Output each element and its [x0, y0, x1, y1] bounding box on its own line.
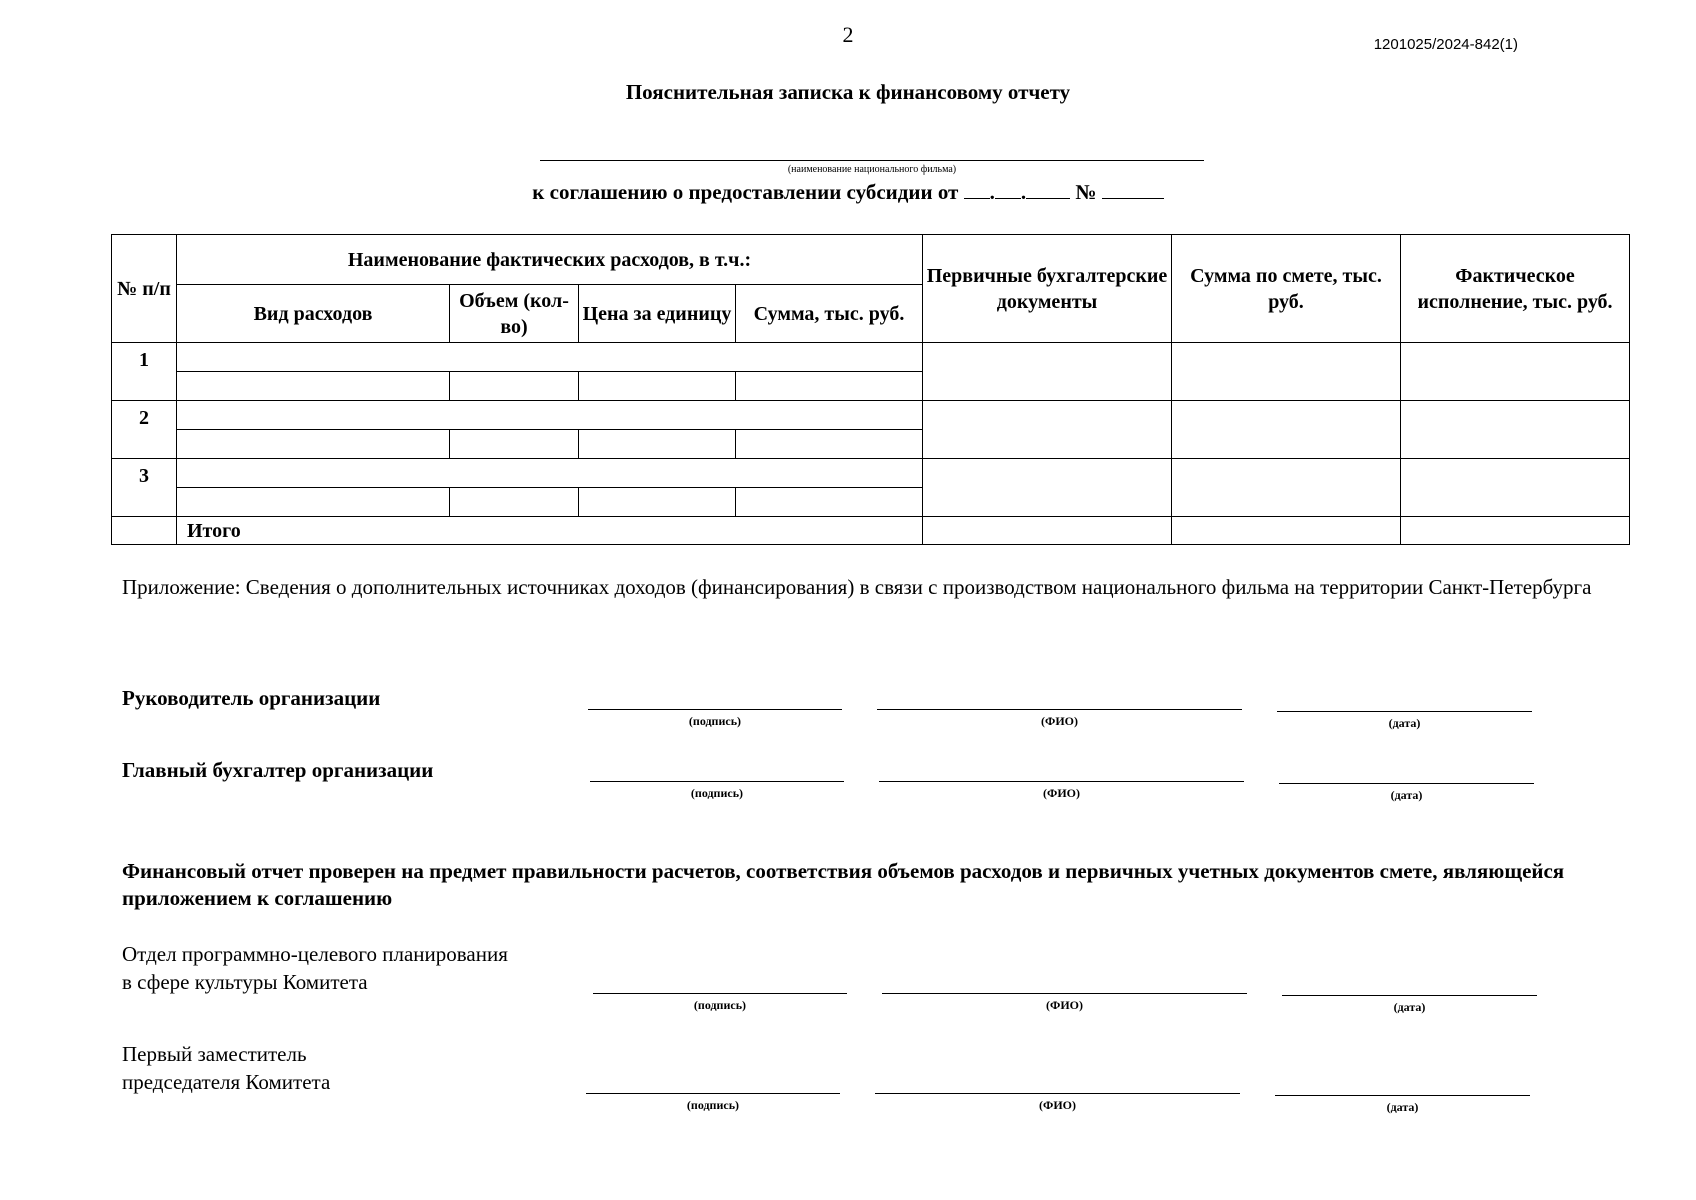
header-num: № п/п	[112, 235, 177, 343]
volume-cell	[450, 488, 579, 517]
agreement-year-blank	[1026, 180, 1070, 199]
agreement-line	[0, 180, 1696, 205]
estimate-sum-cell	[1172, 401, 1401, 459]
name-caption: (ФИО)	[1043, 786, 1080, 800]
page-number: 2	[842, 22, 854, 47]
header-estimate-sum: Сумма по смете, тыс. руб.	[1172, 235, 1401, 343]
date-line	[1277, 711, 1532, 712]
header-unit-price: Цена за единицу	[579, 285, 736, 343]
name-caption: (ФИО)	[1041, 714, 1078, 728]
sum-cell	[736, 488, 923, 517]
unit-price-cell	[579, 488, 736, 517]
agreement-month-blank	[995, 180, 1021, 199]
deputy-label-line1: Первый заместитель	[122, 1042, 307, 1066]
header-expense-type: Вид расходов	[177, 285, 450, 343]
header-expense-group: Наименование фактических расходов, в т.ч.:	[177, 235, 923, 285]
volume-cell	[450, 372, 579, 401]
accountant-label: Главный бухгалтер организации	[122, 758, 434, 782]
agreement-prefix: к соглашению о предоставлении субсидии от	[532, 180, 959, 204]
name-line	[879, 781, 1244, 782]
film-name-line	[540, 160, 1204, 161]
document-id: 1201025/2024-842(1)	[1373, 36, 1518, 53]
expense-name-cell	[177, 401, 923, 430]
estimate-sum-cell	[1172, 459, 1401, 517]
expense-name-cell	[177, 343, 923, 372]
signature-line	[593, 993, 847, 994]
department-label-line1: Отдел программно-целевого планирования	[122, 942, 508, 966]
header-primary-docs: Первичные бухгалтерские документы	[923, 235, 1172, 343]
date-caption: (дата)	[1386, 1100, 1419, 1114]
date-caption: (дата)	[1388, 716, 1421, 730]
header-actual: Фактическое исполнение, тыс. руб.	[1401, 235, 1630, 343]
total-primary-docs	[923, 517, 1172, 545]
sum-cell	[736, 372, 923, 401]
agreement-number-sign: №	[1075, 180, 1097, 204]
expense-type-cell	[177, 430, 450, 459]
total-estimate-sum	[1172, 517, 1401, 545]
expense-type-cell	[177, 372, 450, 401]
document-title: Пояснительная записка к финансовому отчету	[625, 80, 1071, 104]
agreement-number-blank	[1102, 180, 1164, 199]
expense-name-cell	[177, 459, 923, 488]
header-volume: Объем (кол-во)	[450, 285, 579, 343]
total-num-cell	[112, 517, 177, 545]
signature-line	[590, 781, 844, 782]
unit-price-cell	[579, 430, 736, 459]
volume-cell	[450, 430, 579, 459]
sum-cell	[736, 430, 923, 459]
date-line	[1282, 995, 1537, 996]
expense-type-cell	[177, 488, 450, 517]
signature-caption: (подпись)	[693, 998, 747, 1012]
checked-statement: Финансовый отчет проверен на предмет правильности расчетов, соответствия объемов расходов и первичных учетных документов смете, являющейся приложением к соглашению	[122, 859, 1565, 911]
agreement-date-sep: .	[1020, 180, 1027, 204]
signature-caption: (подпись)	[688, 714, 742, 728]
date-line	[1279, 783, 1534, 784]
deputy-label-line2: председателя Комитета	[122, 1070, 331, 1094]
signature-caption: (подпись)	[686, 1098, 740, 1112]
primary-docs-cell	[923, 401, 1172, 459]
primary-docs-cell	[923, 459, 1172, 517]
signature-line	[586, 1093, 840, 1094]
head-label: Руководитель организации	[122, 686, 381, 710]
department-label-line2: в сфере культуры Комитета	[122, 970, 368, 994]
actual-cell	[1401, 459, 1630, 517]
actual-cell	[1401, 343, 1630, 401]
agreement-day-blank	[964, 180, 990, 199]
total-label: Итого	[177, 517, 923, 545]
signature-caption: (подпись)	[690, 786, 744, 800]
primary-docs-cell	[923, 343, 1172, 401]
header-sum: Сумма, тыс. руб.	[736, 285, 923, 343]
agreement-date-sep: .	[989, 180, 995, 204]
row-number: 2	[112, 401, 177, 459]
date-caption: (дата)	[1390, 788, 1423, 802]
date-line	[1275, 1095, 1530, 1096]
film-name-caption: (наименование национального фильма)	[787, 164, 957, 175]
name-caption: (ФИО)	[1046, 998, 1083, 1012]
signature-line	[588, 709, 842, 710]
expenses-table	[111, 234, 1630, 545]
name-line	[875, 1093, 1240, 1094]
row-number: 3	[112, 459, 177, 517]
date-caption: (дата)	[1393, 1000, 1426, 1014]
total-actual	[1401, 517, 1630, 545]
actual-cell	[1401, 401, 1630, 459]
unit-price-cell	[579, 372, 736, 401]
appendix-note: Приложение: Сведения о дополнительных источниках доходов (финансирования) в связи с производством национального фильма на территории Санкт-Петербурга	[122, 575, 1592, 599]
name-line	[882, 993, 1247, 994]
row-number: 1	[112, 343, 177, 401]
estimate-sum-cell	[1172, 343, 1401, 401]
name-line	[877, 709, 1242, 710]
name-caption: (ФИО)	[1039, 1098, 1076, 1112]
